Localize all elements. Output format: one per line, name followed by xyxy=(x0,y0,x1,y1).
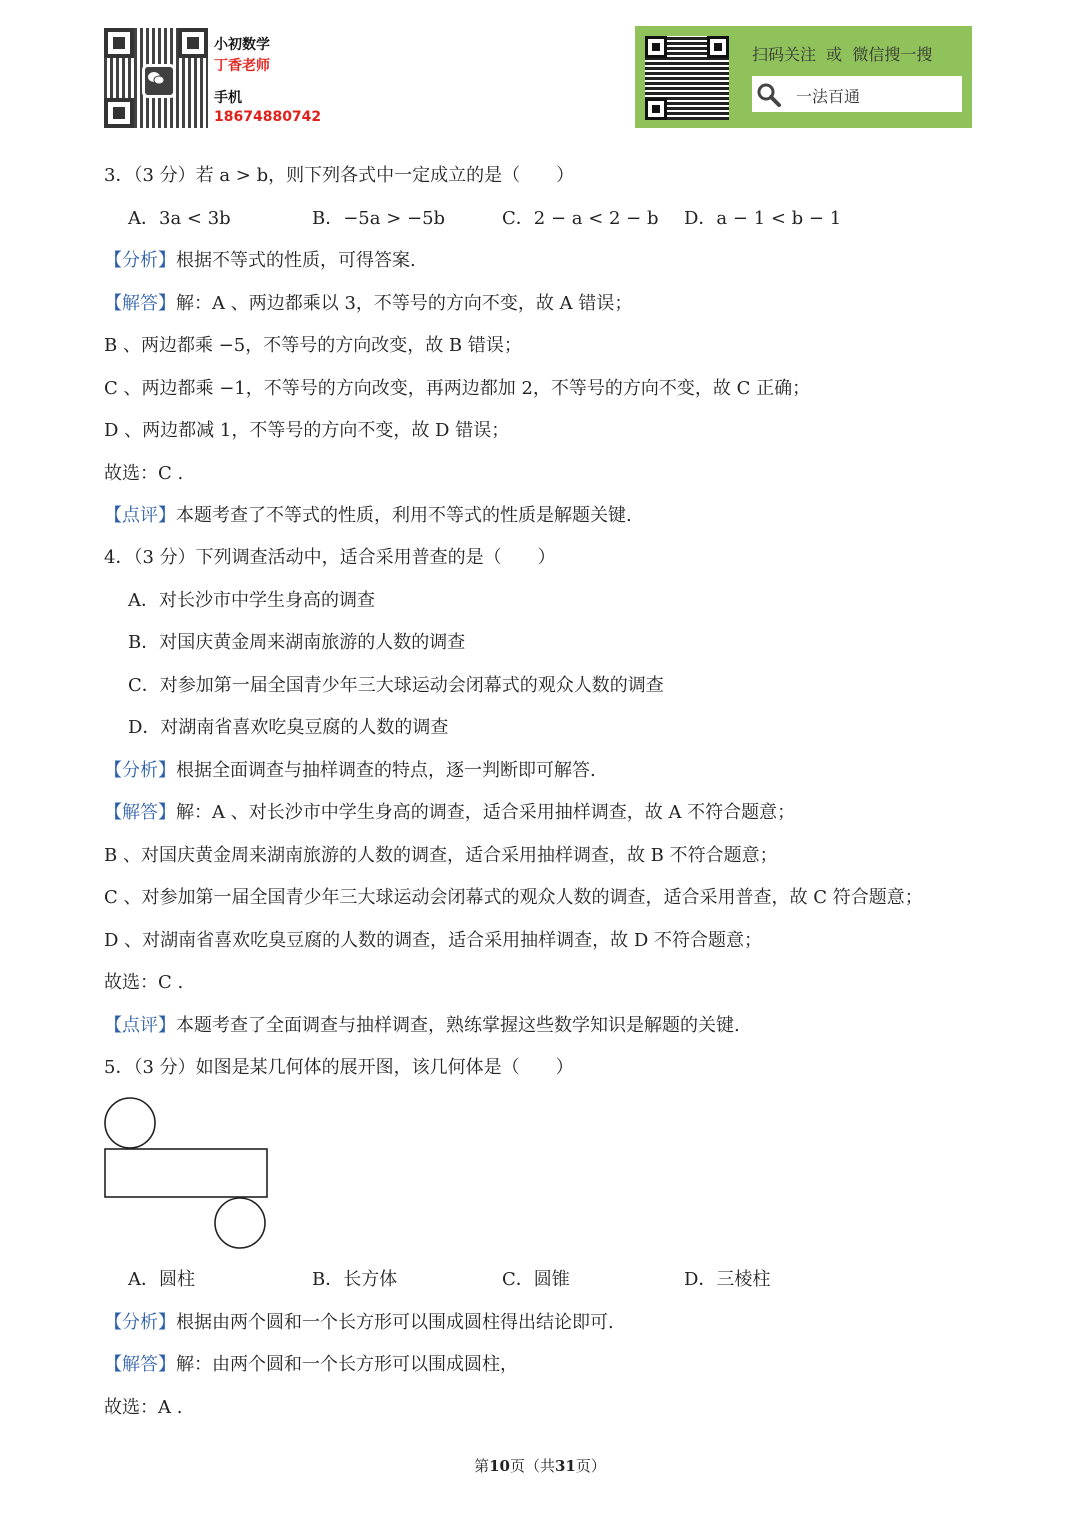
qr-finder-icon xyxy=(645,36,667,58)
footer-middle: 页（共 xyxy=(509,1457,555,1475)
q5-analysis xyxy=(104,1311,614,1335)
q4-option-d: D．对湖南省喜欢吃臭豆腐的人数的调查 xyxy=(128,717,449,738)
q3-option-a: A．3a < 3b xyxy=(128,208,231,229)
solution-label: 【解答】 xyxy=(104,802,176,823)
q3-option-b: B．−5a > −5b xyxy=(312,208,446,229)
q5-option-b: B．长方体 xyxy=(312,1269,398,1290)
analysis-label: 【分析】 xyxy=(104,250,176,271)
q4-option-a: A．对长沙市中学生身高的调查 xyxy=(128,590,375,611)
analysis-text: 根据全面调查与抽样调查的特点，逐一判断即可解答. xyxy=(176,760,596,781)
solution-line: 解：A 、两边都乘以 3，不等号的方向不变，故 A 错误； xyxy=(176,293,633,314)
top-circle xyxy=(105,1098,155,1148)
q5-option-a: A．圆柱 xyxy=(128,1269,195,1290)
q5-solution xyxy=(104,1353,518,1377)
q4-solution xyxy=(104,801,795,825)
q3-choice: 故选：C . xyxy=(104,463,184,484)
q3-solution xyxy=(104,292,632,316)
qr-finder-icon xyxy=(104,98,134,128)
teacher-name: 丁香老师 xyxy=(214,58,270,74)
solution-label: 【解答】 xyxy=(104,293,176,314)
footer-suffix: 页） xyxy=(575,1457,606,1475)
wechat-logo-icon xyxy=(142,64,176,98)
q3-option-c: C．2 − a < 2 − b xyxy=(502,208,659,229)
solution-line: B 、对国庆黄金周来湖南旅游的人数的调查，适合采用抽样调查，故 B 不符合题意； xyxy=(104,845,778,866)
bottom-circle xyxy=(215,1198,265,1248)
q5-stem: 5．（3 分）如图是某几何体的展开图，该几何体是（ ） xyxy=(104,1057,574,1078)
analysis-text: 根据由两个圆和一个长方形可以围成圆柱得出结论即可. xyxy=(176,1312,614,1333)
q5-option-c: C．圆锥 xyxy=(502,1269,570,1290)
analysis-label: 【分析】 xyxy=(104,1312,176,1333)
q5-choice: 故选：A . xyxy=(104,1397,183,1418)
q3-option-d: D．a − 1 < b − 1 xyxy=(684,208,842,229)
solution-line: C 、对参加第一届全国青少年三大球运动会闭幕式的观众人数的调查，适合采用普查，故 C 符合题意； xyxy=(104,887,923,908)
total-pages: 31 xyxy=(555,1457,576,1475)
analysis-text: 根据不等式的性质，可得答案. xyxy=(176,250,416,271)
qr-finder-icon xyxy=(707,36,729,58)
qr-finder-icon xyxy=(104,28,134,58)
search-keyword: 一法百通 xyxy=(796,87,861,106)
solution-line: 解：由两个圆和一个长方形可以围成圆柱， xyxy=(176,1354,518,1375)
scan-follow-text: 扫码关注 或 微信搜一搜 xyxy=(752,45,933,64)
follow-qr-code xyxy=(645,36,729,120)
q4-choice: 故选：C . xyxy=(104,972,184,993)
comment-label: 【点评】 xyxy=(104,1015,176,1036)
contact-title: 小初数学 xyxy=(214,37,270,53)
lateral-rectangle xyxy=(105,1149,267,1197)
solution-line: D 、对湖南省喜欢吃臭豆腐的人数的调查，适合采用抽样调查，故 D 不符合题意； xyxy=(104,930,763,951)
qr-finder-icon xyxy=(178,28,208,58)
solution-line: B 、两边都乘 −5，不等号的方向改变，故 B 错误； xyxy=(104,335,522,356)
current-page: 10 xyxy=(489,1457,510,1475)
wechat-qr-code xyxy=(104,28,208,128)
solution-line: D 、两边都减 1，不等号的方向不变，故 D 错误； xyxy=(104,420,510,441)
q4-analysis xyxy=(104,759,596,783)
solution-label: 【解答】 xyxy=(104,1354,176,1375)
q3-analysis xyxy=(104,249,416,273)
q3-comment xyxy=(104,504,632,528)
phone-number: 18674880742 xyxy=(214,109,322,125)
phone-label: 手机 xyxy=(214,90,242,106)
q5-option-d: D．三棱柱 xyxy=(684,1269,771,1290)
q4-option-c: C．对参加第一届全国青少年三大球运动会闭幕式的观众人数的调查 xyxy=(128,675,664,696)
page-footer xyxy=(0,1456,1080,1476)
q4-comment xyxy=(104,1014,740,1038)
q4-option-b: B．对国庆黄金周来湖南旅游的人数的调查 xyxy=(128,632,466,653)
footer-prefix: 第 xyxy=(474,1457,490,1475)
solution-line: C 、两边都乘 −1，不等号的方向改变，再两边都加 2，不等号的方向不变，故 C 正确； xyxy=(104,378,811,399)
search-icon xyxy=(756,82,782,112)
solution-line: 解：A 、对长沙市中学生身高的调查，适合采用抽样调查，故 A 不符合题意； xyxy=(176,802,796,823)
qr-finder-icon xyxy=(645,98,667,120)
q3-stem: 3．（3 分）若 a > b，则下列各式中一定成立的是（ ） xyxy=(104,165,575,186)
cylinder-net-figure xyxy=(100,1094,272,1250)
analysis-label: 【分析】 xyxy=(104,760,176,781)
comment-label: 【点评】 xyxy=(104,505,176,526)
q4-stem: 4．（3 分）下列调查活动中，适合采用普查的是（ ） xyxy=(104,547,556,568)
comment-text: 本题考查了不等式的性质，利用不等式的性质是解题关键. xyxy=(176,505,632,526)
comment-text: 本题考查了全面调查与抽样调查，熟练掌握这些数学知识是解题的关键. xyxy=(176,1015,740,1036)
